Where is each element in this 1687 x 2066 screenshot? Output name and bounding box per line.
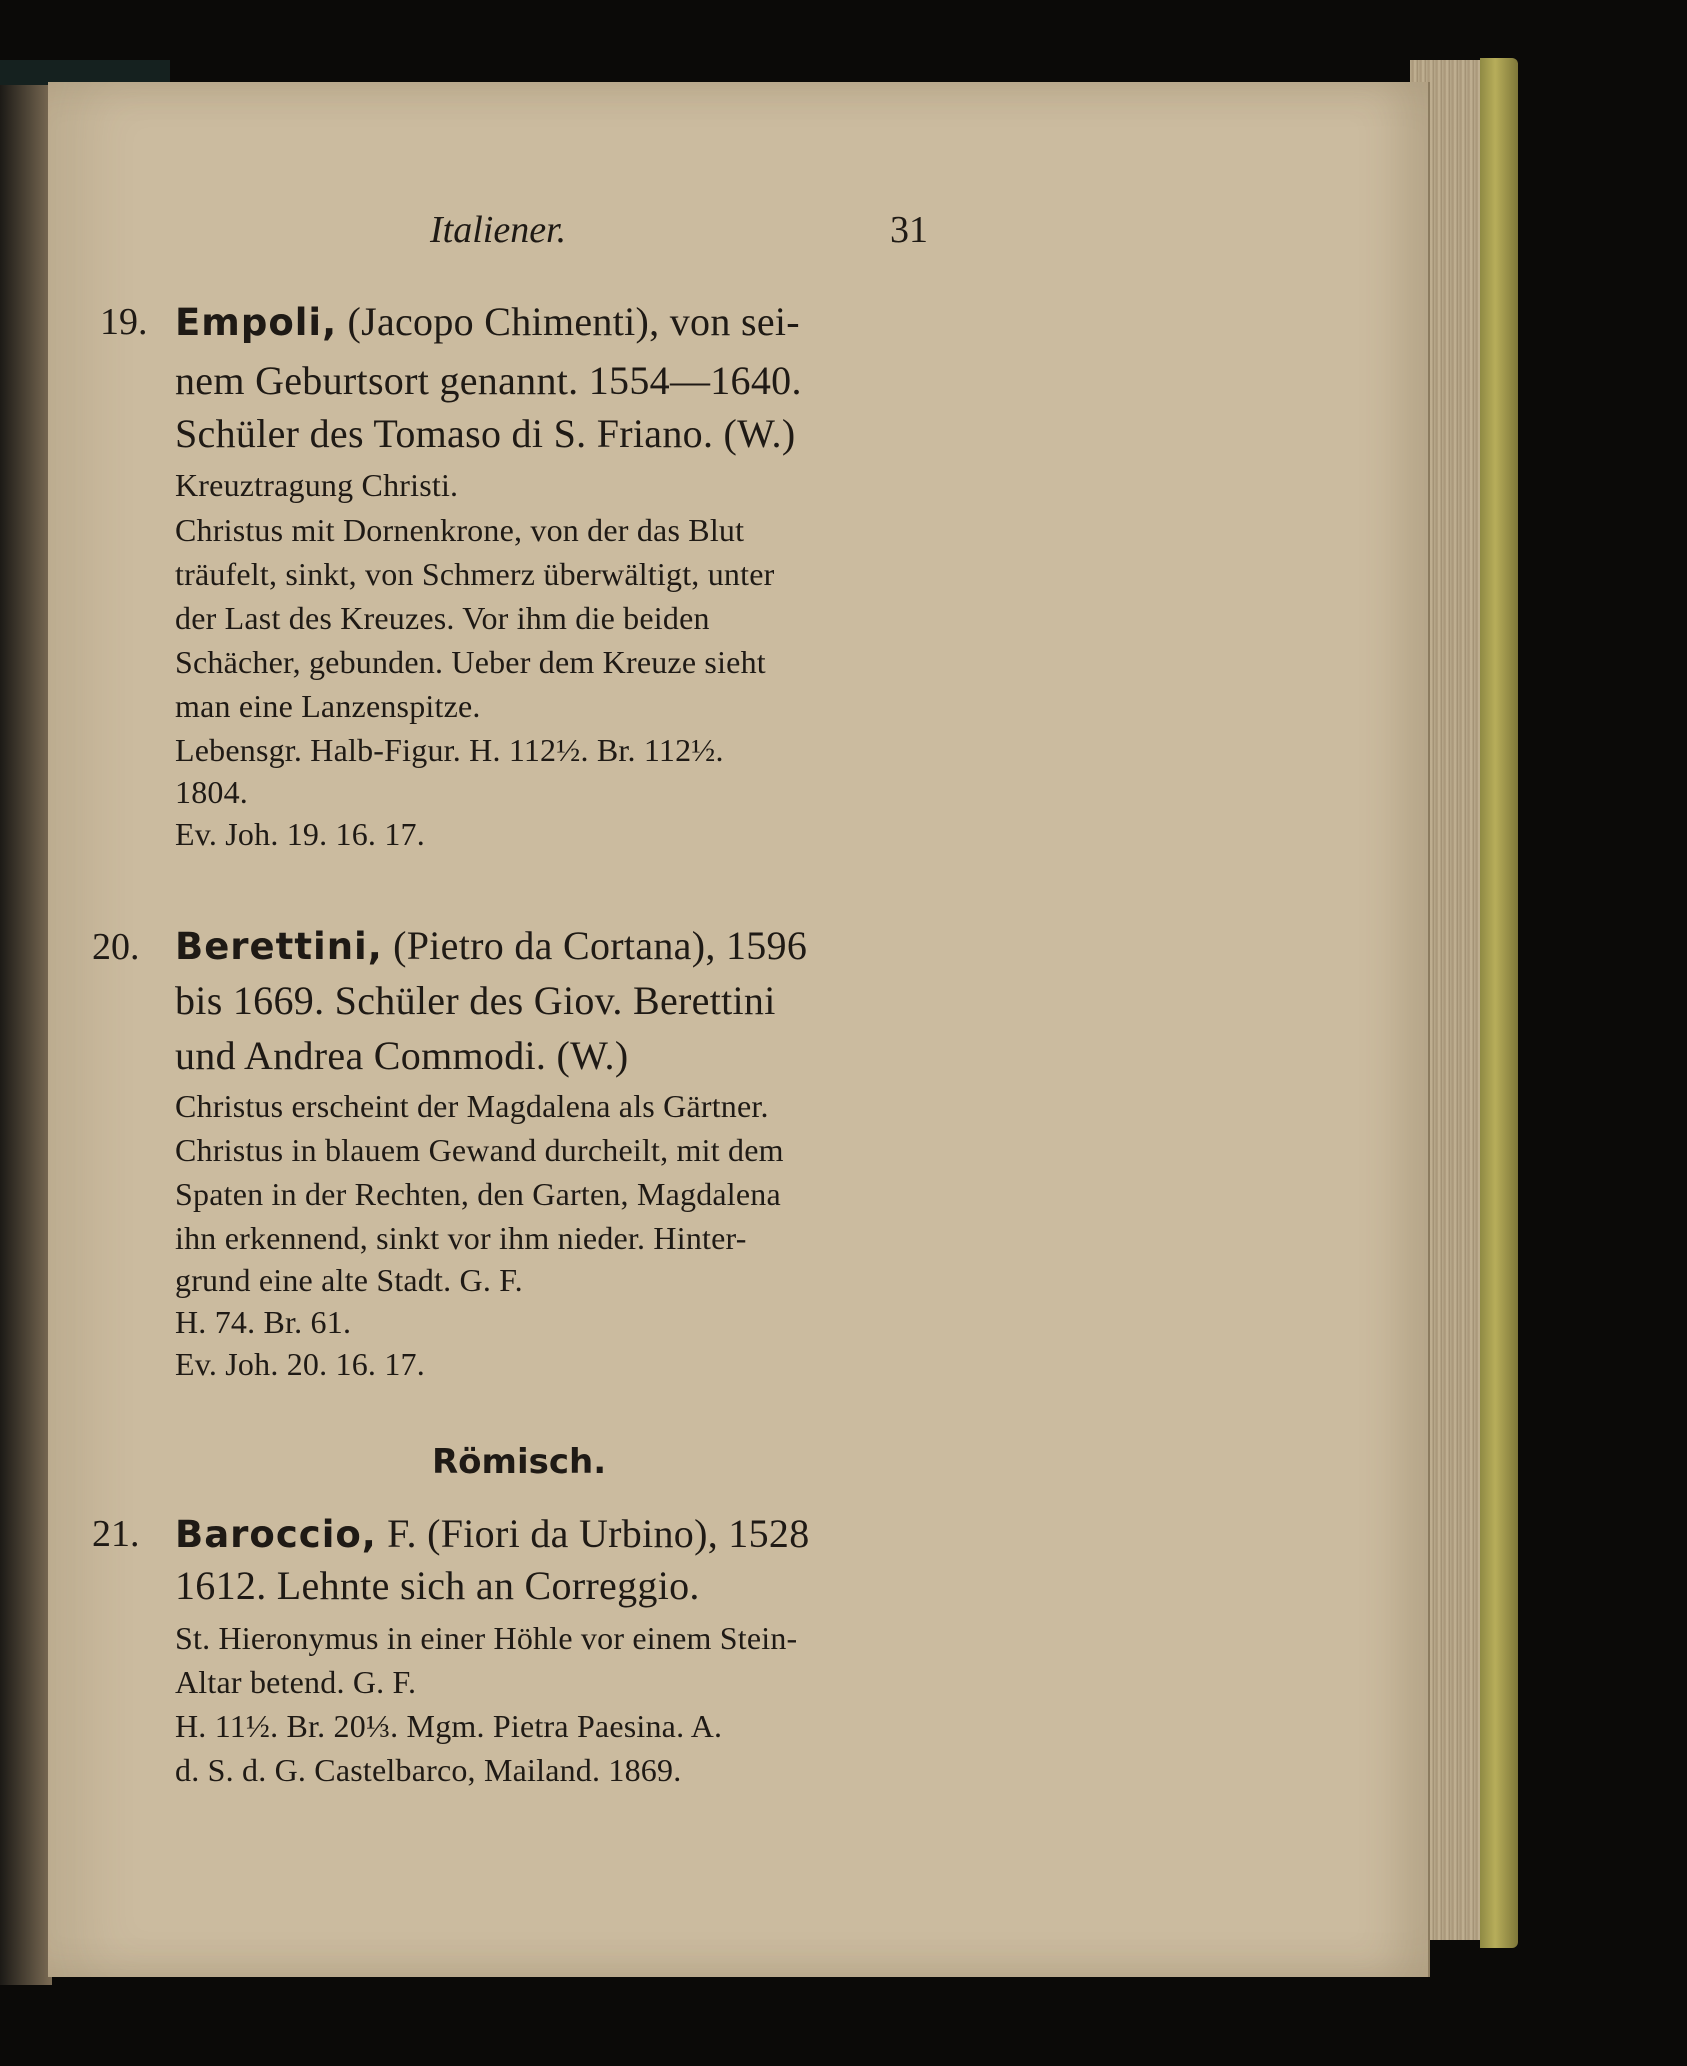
- description-line: H. 11½. Br. 20⅓. Mgm. Pietra Paesina. A.: [175, 1708, 723, 1744]
- artist-name: Berettini,: [175, 925, 383, 968]
- spine-shadow: [0, 85, 52, 1985]
- description-line: Kreuztragung Christi.: [175, 467, 459, 503]
- description-line: der Last des Kreuzes. Vor ihm die beiden: [175, 600, 710, 636]
- description-line: grund eine alte Stadt. G. F.: [175, 1262, 523, 1298]
- cover-edge: [1480, 58, 1518, 1948]
- entry-heading-line: [175, 1510, 810, 1557]
- entry-heading-line: 1612. Lehnte sich an Correggio.: [175, 1563, 700, 1608]
- description-line: Spaten in der Rechten, den Garten, Magdalena: [175, 1176, 781, 1212]
- artist-name: Empoli,: [175, 301, 338, 344]
- entry-heading-line: nem Geburtsort genannt. 1554—1640.: [175, 358, 802, 403]
- description-line: Christus in blauem Gewand durcheilt, mit dem: [175, 1132, 784, 1168]
- page-number: 31: [890, 209, 928, 251]
- entry-heading-line: und Andrea Commodi. (W.): [175, 1033, 629, 1078]
- description-line: Ev. Joh. 19. 16. 17.: [175, 816, 425, 852]
- description-line: ihn erkennend, sinkt vor ihm nieder. Hinter-: [175, 1220, 747, 1256]
- description-line: Christus mit Dornenkrone, von der das Blut: [175, 512, 745, 548]
- description-line: 1804.: [175, 774, 248, 810]
- section-heading: Römisch.: [432, 1442, 607, 1482]
- description-line: Lebensgr. Halb-Figur. H. 112½. Br. 112½.: [175, 732, 724, 768]
- description-line: Schächer, gebunden. Ueber dem Kreuze sieht: [175, 644, 766, 680]
- entry-heading-line: bis 1669. Schüler des Giov. Berettini: [175, 978, 776, 1023]
- description-line: man eine Lanzenspitze.: [175, 688, 481, 724]
- entry-number: 21.: [92, 1513, 140, 1555]
- description-line: Christus erscheint der Magdalena als Gärtner.: [175, 1088, 769, 1124]
- entry-number: 20.: [92, 926, 140, 968]
- description-line: St. Hieronymus in einer Höhle vor einem Stein-: [175, 1620, 798, 1656]
- entry-heading-line: [175, 922, 807, 969]
- artist-name: Baroccio,: [175, 1513, 377, 1556]
- heading-rest: (Jacopo Chimenti), von sei-: [337, 299, 800, 344]
- entry-heading-line: [175, 298, 800, 345]
- description-line: Ev. Joh. 20. 16. 17.: [175, 1346, 425, 1382]
- description-line: Altar betend. G. F.: [175, 1664, 417, 1700]
- description-line: H. 74. Br. 61.: [175, 1304, 352, 1340]
- heading-rest: (Pietro da Cortana), 1596: [382, 923, 808, 968]
- entry-number: 19.: [100, 301, 148, 343]
- heading-rest: F. (Fiori da Urbino), 1528: [376, 1511, 810, 1556]
- running-header-title: Italiener.: [430, 209, 567, 251]
- description-line: d. S. d. G. Castelbarco, Mailand. 1869.: [175, 1752, 682, 1788]
- description-line: träufelt, sinkt, von Schmerz überwältigt, unter: [175, 556, 775, 592]
- entry-heading-line: Schüler des Tomaso di S. Friano. (W.): [175, 411, 796, 456]
